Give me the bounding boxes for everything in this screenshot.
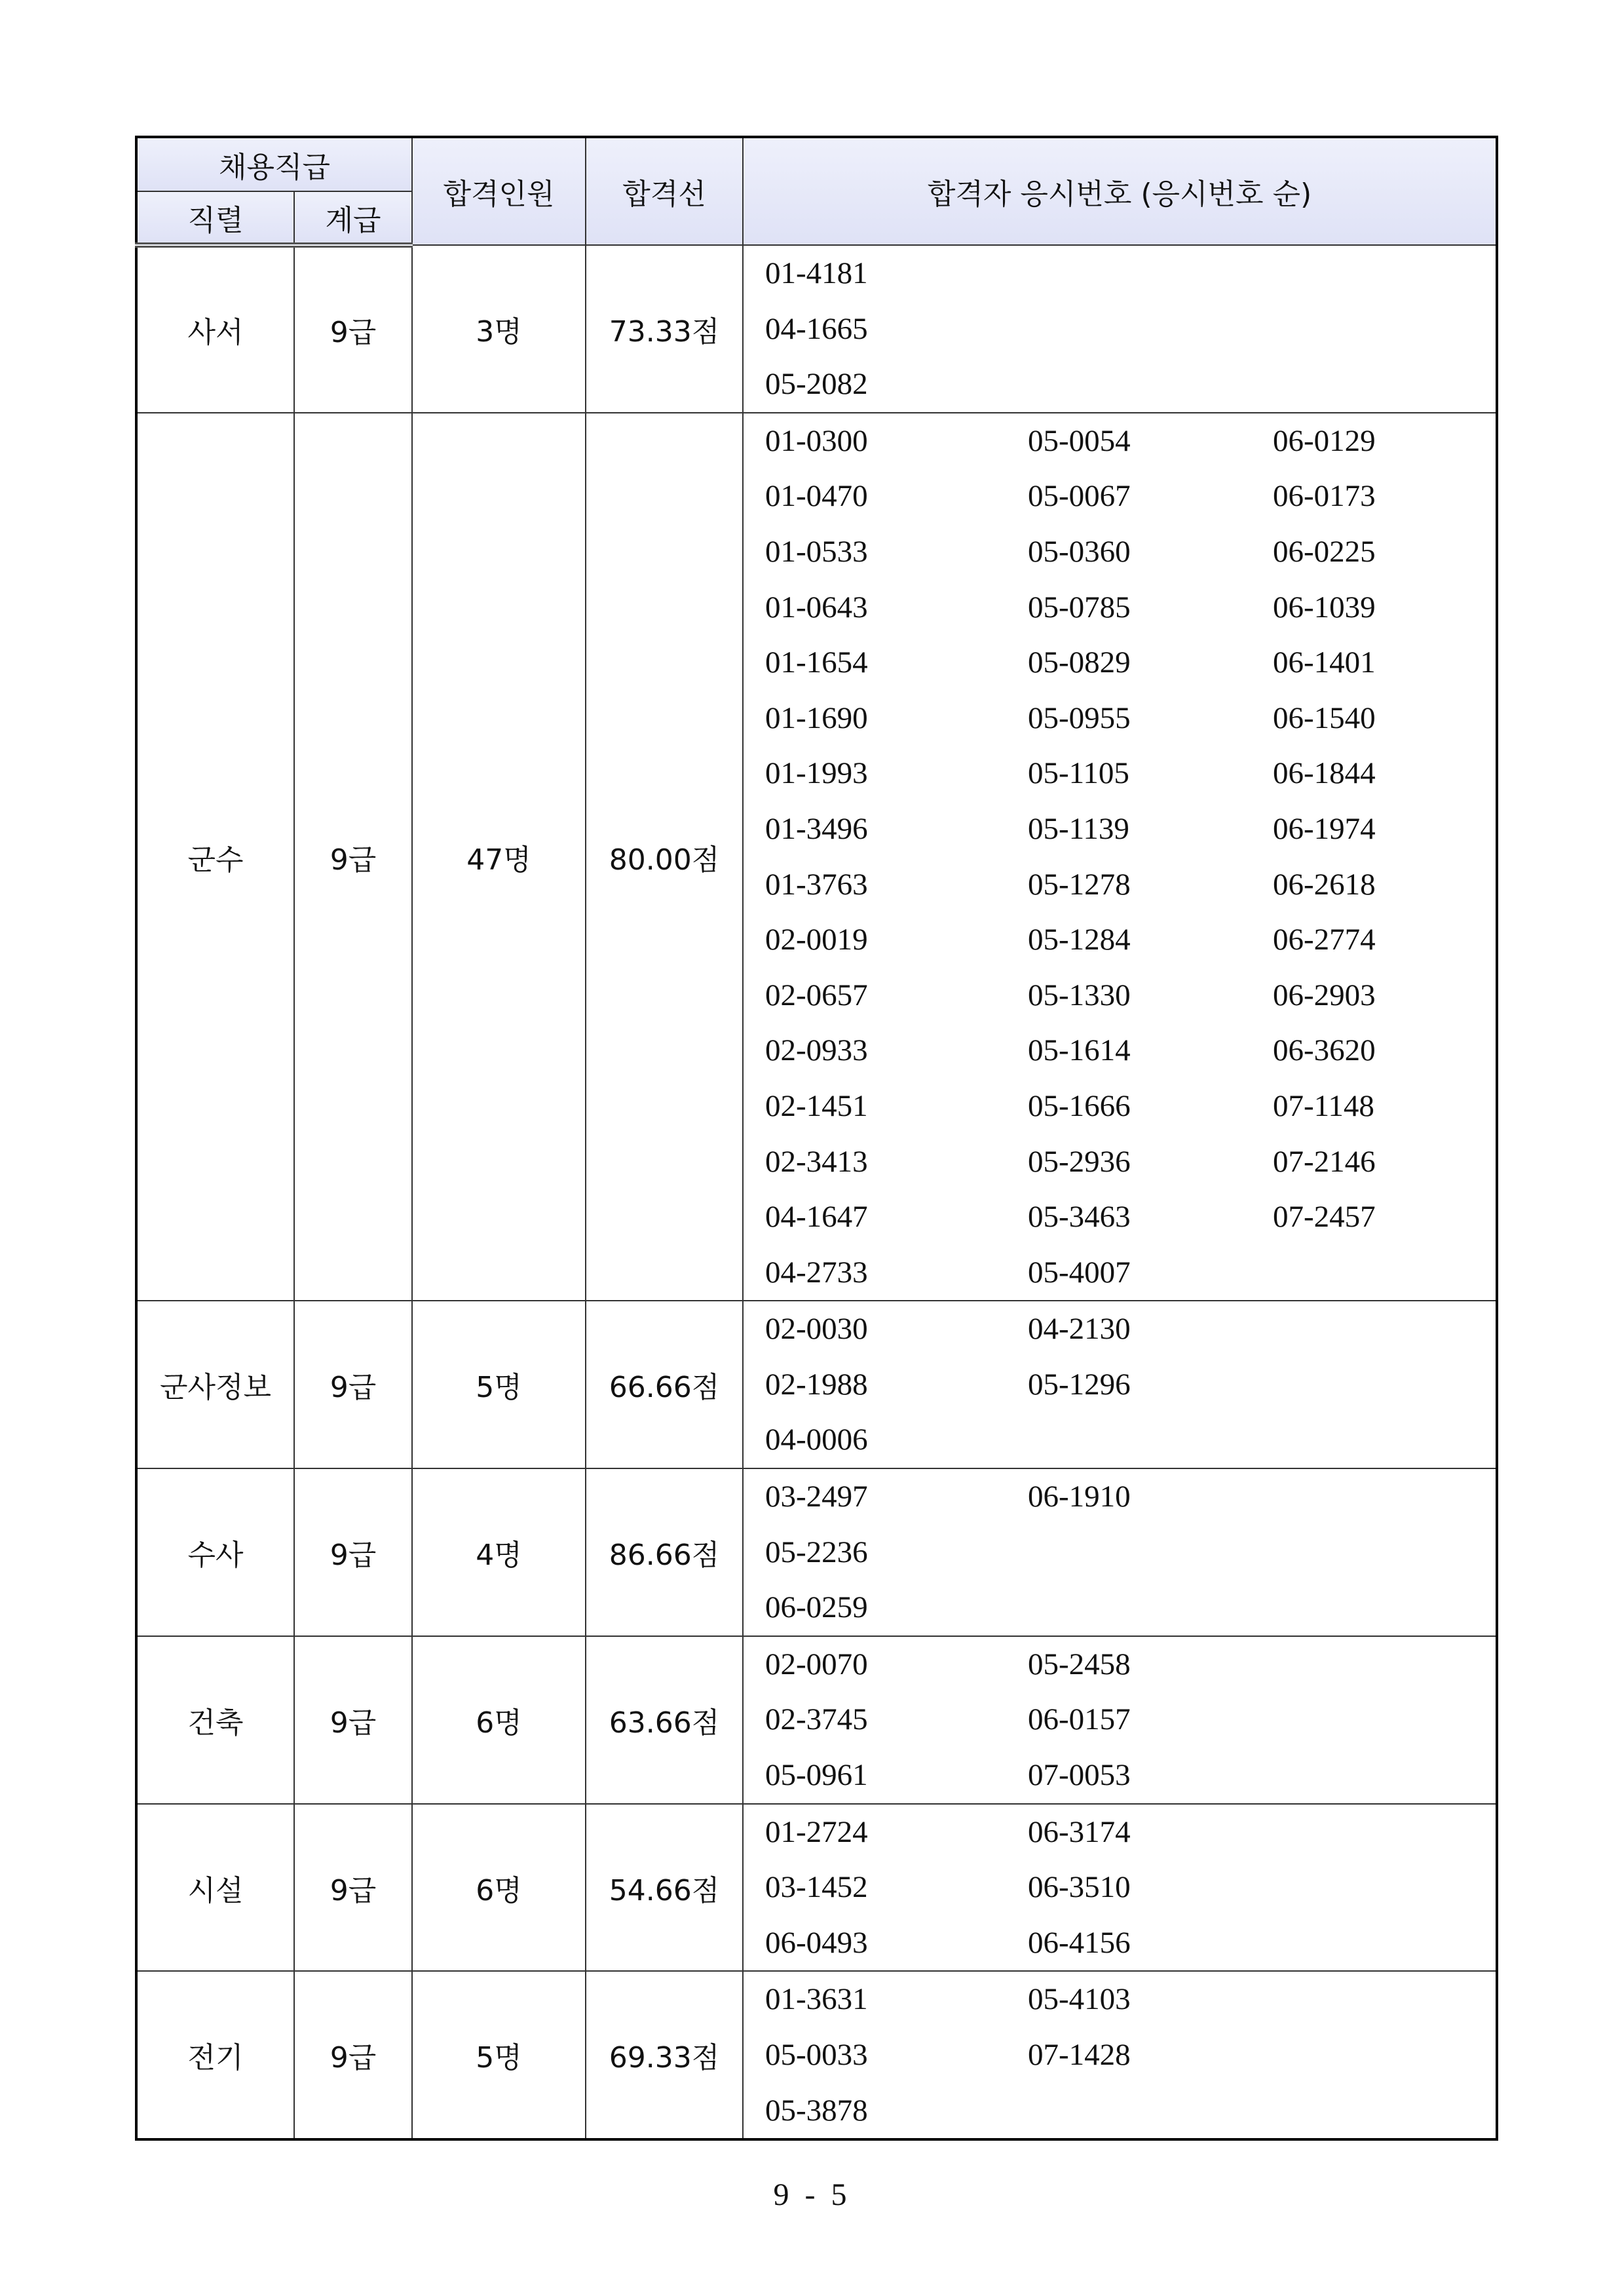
pass-count-cell: 4명 (412, 1468, 586, 1636)
applicant-number: 01-2724 (765, 1814, 868, 1849)
applicant-number (1273, 1692, 1469, 1748)
applicant-number: 01-1690 (765, 700, 868, 735)
grade-cell: 9급 (294, 1301, 412, 1468)
applicant-number (1273, 1580, 1469, 1636)
passer-ids-cell (743, 1971, 1497, 2139)
applicant-number (1028, 1412, 1273, 1468)
applicant-number: 02-1988 (765, 1367, 868, 1402)
applicant-number: 06-1540 (1273, 700, 1376, 735)
applicant-number: 06-0259 (765, 1590, 868, 1625)
applicant-number: 05-1139 (1028, 811, 1129, 846)
passer-ids-cell (743, 1636, 1497, 1804)
cutoff-score-cell: 69.33점 (586, 1971, 743, 2139)
job-series-cell: 건축 (136, 1636, 294, 1804)
applicant-number: 02-0657 (765, 978, 868, 1012)
applicant-number: 05-0033 (765, 2038, 868, 2072)
applicant-number: 05-1105 (1028, 756, 1129, 791)
applicant-number: 02-1451 (765, 1088, 868, 1123)
pass-count-cell: 5명 (412, 1301, 586, 1468)
applicant-number: 01-3496 (765, 811, 868, 846)
applicant-number (1273, 1412, 1469, 1468)
grade-cell: 9급 (294, 245, 412, 413)
cutoff-score-cell: 73.33점 (586, 245, 743, 413)
job-series-cell: 전기 (136, 1971, 294, 2139)
job-series-cell: 수사 (136, 1468, 294, 1636)
passer-ids-cell (743, 413, 1497, 1301)
applicant-number (1273, 1301, 1469, 1357)
applicant-number: 05-0785 (1028, 590, 1131, 624)
applicant-number (1273, 2083, 1469, 2139)
passer-ids-cell (743, 1301, 1497, 1468)
applicant-number: 01-0470 (765, 479, 868, 514)
grade-cell: 9급 (294, 1971, 412, 2139)
applicant-number: 06-0129 (1273, 423, 1376, 458)
applicant-number: 02-0070 (765, 1647, 868, 1681)
passer-ids-cell (743, 1468, 1497, 1636)
applicant-number: 06-0173 (1273, 479, 1376, 514)
applicant-number: 05-3463 (1028, 1200, 1131, 1234)
table-row (136, 1971, 1497, 2139)
applicant-number (1273, 1915, 1469, 1971)
grade-cell: 9급 (294, 1636, 412, 1804)
applicant-number: 07-1148 (1273, 1088, 1374, 1123)
cutoff-score-cell: 63.66점 (586, 1636, 743, 1804)
grade-cell: 9급 (294, 413, 412, 1301)
applicant-number: 04-2130 (1028, 1312, 1131, 1347)
grade-cell: 9급 (294, 1468, 412, 1636)
applicant-number (1273, 1469, 1469, 1525)
applicant-number: 06-3510 (1028, 1870, 1131, 1905)
applicant-number (1028, 246, 1273, 301)
table-row (136, 1468, 1497, 1636)
passer-ids-cell (743, 1804, 1497, 1972)
applicant-number: 06-1401 (1273, 645, 1376, 680)
applicant-number: 05-1278 (1028, 867, 1131, 902)
applicant-number: 01-0300 (765, 423, 868, 458)
applicant-number (1028, 1525, 1273, 1580)
applicant-number: 02-3745 (765, 1702, 868, 1737)
passer-ids-list (765, 1805, 1496, 1971)
applicant-number: 04-2733 (765, 1255, 868, 1290)
applicant-number: 05-0054 (1028, 423, 1131, 458)
table-row (136, 1301, 1497, 1468)
passer-ids-list (765, 1301, 1496, 1468)
header-job-series: 직렬 (136, 191, 294, 245)
applicant-number (1273, 1525, 1469, 1580)
applicant-number: 01-3631 (765, 1982, 868, 2017)
applicant-number: 05-4103 (1028, 1982, 1131, 2017)
table-row (136, 1636, 1497, 1804)
passer-ids-list (765, 1972, 1496, 2138)
cutoff-score-cell: 86.66점 (586, 1468, 743, 1636)
applicant-number: 06-1974 (1273, 811, 1376, 846)
cutoff-score-cell: 66.66점 (586, 1301, 743, 1468)
applicant-number (1273, 1860, 1469, 1915)
applicant-number: 06-4156 (1028, 1925, 1131, 1960)
applicant-number: 07-2146 (1273, 1144, 1376, 1179)
job-series-cell: 사서 (136, 245, 294, 413)
passer-ids-list (765, 1637, 1496, 1803)
applicant-number: 05-3878 (765, 2093, 868, 2128)
table-row (136, 245, 1497, 413)
applicant-number: 05-0360 (1028, 534, 1131, 569)
applicant-number (1273, 1972, 1469, 2027)
cutoff-score-cell: 54.66점 (586, 1804, 743, 1972)
applicant-number: 05-4007 (1028, 1255, 1131, 1290)
pass-count-cell: 6명 (412, 1804, 586, 1972)
applicant-number: 01-1654 (765, 645, 868, 680)
applicant-number: 01-1993 (765, 756, 868, 791)
applicant-number: 05-2936 (1028, 1144, 1131, 1179)
applicant-number: 06-2903 (1273, 978, 1376, 1012)
applicant-number: 04-0006 (765, 1423, 868, 1457)
applicant-number (1273, 2027, 1469, 2083)
table-header (136, 137, 1497, 245)
header-cutoff-score: 합격선 (586, 137, 743, 245)
header-passer-ids: 합격자 응시번호 (응시번호 순) (743, 137, 1497, 245)
header-pass-count: 합격인원 (412, 137, 586, 245)
passer-ids-list (765, 246, 1496, 412)
applicant-number (1028, 356, 1273, 412)
applicant-number (1273, 1637, 1469, 1693)
applicant-number: 02-0030 (765, 1312, 868, 1347)
applicant-number: 05-0829 (1028, 645, 1131, 680)
applicant-number: 05-1296 (1028, 1367, 1131, 1402)
cutoff-score-cell: 80.00점 (586, 413, 743, 1301)
applicant-number: 05-1284 (1028, 923, 1131, 957)
table-body (136, 245, 1497, 2139)
applicant-number: 07-1428 (1028, 2038, 1131, 2072)
page-number: 9 - 5 (773, 2177, 851, 2212)
applicant-number: 07-0053 (1028, 1758, 1131, 1793)
applicant-number: 04-1665 (765, 311, 868, 346)
passer-ids-cell (743, 245, 1497, 413)
pass-count-cell: 3명 (412, 245, 586, 413)
passer-ids-list (765, 1469, 1496, 1636)
table-row (136, 413, 1497, 1301)
applicant-number (1273, 356, 1469, 412)
header-group-position: 채용직급 (136, 137, 412, 191)
applicant-number: 05-2082 (765, 367, 868, 402)
applicant-number: 04-1647 (765, 1200, 868, 1234)
applicant-number (1028, 1580, 1273, 1636)
applicant-number: 03-1452 (765, 1870, 868, 1905)
applicant-number: 06-1844 (1273, 756, 1376, 791)
applicant-number: 01-3763 (765, 867, 868, 902)
applicant-number (1273, 301, 1469, 357)
applicant-number: 06-3620 (1273, 1033, 1376, 1068)
applicant-number: 06-0493 (765, 1925, 868, 1960)
applicant-number: 05-0067 (1028, 479, 1131, 514)
applicant-number (1273, 1357, 1469, 1413)
applicant-number: 06-2618 (1273, 867, 1376, 902)
applicant-number (1028, 2083, 1273, 2139)
job-series-cell: 시설 (136, 1804, 294, 1972)
applicant-number: 01-0643 (765, 590, 868, 624)
applicant-number: 06-0157 (1028, 1702, 1131, 1737)
applicant-number (1273, 1748, 1469, 1803)
job-series-cell: 군수 (136, 413, 294, 1301)
applicant-number (1273, 1805, 1469, 1860)
applicant-number: 05-0955 (1028, 700, 1131, 735)
applicant-number: 05-2458 (1028, 1647, 1131, 1681)
grade-cell: 9급 (294, 1804, 412, 1972)
applicant-number: 06-2774 (1273, 923, 1376, 957)
applicant-number (1028, 301, 1273, 357)
applicant-number (1273, 246, 1469, 301)
job-series-cell: 군사정보 (136, 1301, 294, 1468)
results-table (135, 136, 1498, 2141)
applicant-number: 03-2497 (765, 1480, 868, 1514)
applicant-number: 05-1614 (1028, 1033, 1131, 1068)
pass-count-cell: 5명 (412, 1971, 586, 2139)
applicant-number: 01-4181 (765, 256, 868, 290)
applicant-number (1273, 1245, 1469, 1301)
applicant-number: 06-1039 (1273, 590, 1376, 624)
applicant-number: 02-0933 (765, 1033, 868, 1068)
applicant-number: 05-1666 (1028, 1088, 1131, 1123)
applicant-number: 01-0533 (765, 534, 868, 569)
applicant-number: 05-1330 (1028, 978, 1131, 1012)
pass-count-cell: 6명 (412, 1636, 586, 1804)
applicant-number: 02-0019 (765, 923, 868, 957)
applicant-number: 07-2457 (1273, 1200, 1376, 1234)
applicant-number: 06-1910 (1028, 1480, 1131, 1514)
applicant-number: 06-0225 (1273, 534, 1376, 569)
applicant-number: 02-3413 (765, 1144, 868, 1179)
applicant-number: 06-3174 (1028, 1814, 1131, 1849)
applicant-number: 05-2236 (765, 1535, 868, 1569)
passer-ids-list (765, 413, 1496, 1301)
table-row (136, 1804, 1497, 1972)
pass-count-cell: 47명 (412, 413, 586, 1301)
header-grade: 계급 (294, 191, 412, 245)
applicant-number: 05-0961 (765, 1758, 868, 1793)
